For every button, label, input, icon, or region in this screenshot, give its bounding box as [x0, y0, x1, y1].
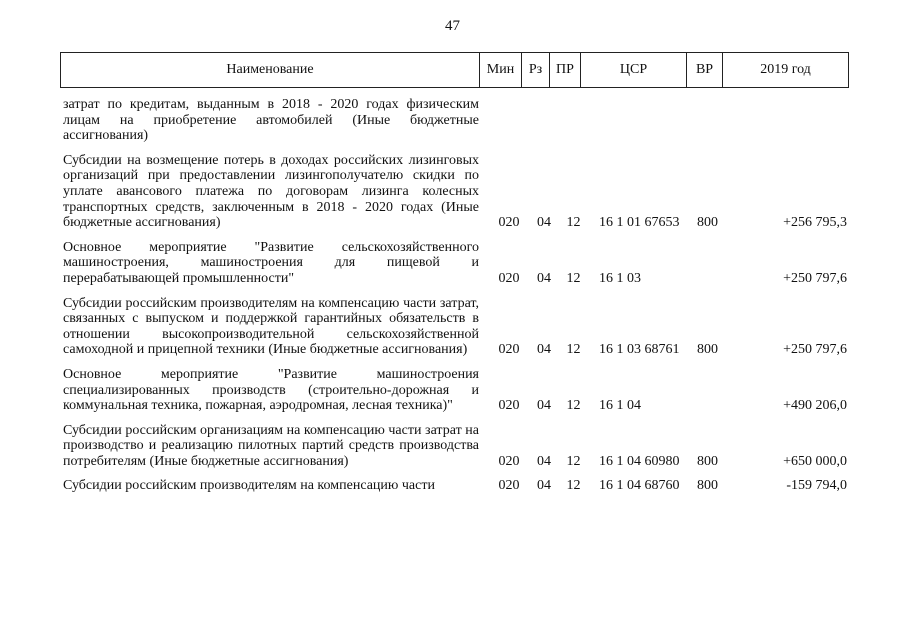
- header-name: Наименование: [61, 53, 480, 88]
- row-name: Субсидии российским производителям на компенсацию части затрат, связанных с выпуском и поддержкой гарантийных обязательств в отношении высокопроизводительной сельскохозяйственной самоходной и прицепной техники (Иные бюджетные ассигнования): [63, 295, 479, 358]
- row-min: 020: [498, 478, 520, 494]
- row-amount: +250 797,6: [783, 342, 847, 358]
- header-year: 2019 год: [723, 53, 849, 88]
- row-min: 020: [498, 398, 520, 414]
- row-amount: +256 795,3: [783, 215, 847, 231]
- table-row: [60, 478, 848, 494]
- row-csr: 16 1 04: [599, 398, 641, 414]
- row-pr: 12: [566, 478, 581, 494]
- table-row: [60, 423, 848, 470]
- row-rz: 04: [537, 453, 551, 469]
- row-amount: +650 000,0: [783, 453, 847, 469]
- row-csr: 16 1 04 60980: [599, 453, 680, 469]
- row-rz: 04: [537, 270, 551, 286]
- page-number: 47: [445, 18, 460, 34]
- table-row: [60, 153, 848, 231]
- row-min: 020: [498, 453, 520, 469]
- row-pr: 12: [566, 270, 581, 286]
- row-min: 020: [498, 270, 520, 286]
- row-amount: -159 794,0: [786, 478, 847, 494]
- row-name: Субсидии на возмещение потерь в доходах российских лизинговых организаций при предоставлении лизингополучателю скидки по уплате авансового платежа по договорам лизинга колесных транспортных средств, заключенным в 2018 - 2020 годах (Иные бюджетные ассигнования): [63, 152, 479, 231]
- table-row: [60, 296, 848, 358]
- table-row: [60, 240, 848, 287]
- row-name: Субсидии российским производителям на компенсацию части: [63, 478, 435, 494]
- row-name: Основное мероприятие "Развитие сельскохозяйственного машиностроения, машиностроения для пищевой и перерабатывающей промышленности": [63, 239, 479, 286]
- row-min: 020: [498, 342, 520, 358]
- row-rz: 04: [537, 342, 551, 358]
- row-csr: 16 1 03: [599, 270, 641, 286]
- row-pr: 12: [566, 342, 581, 358]
- row-pr: 12: [566, 398, 581, 414]
- row-rz: 04: [537, 215, 551, 231]
- row-vr: 800: [697, 342, 718, 358]
- row-vr: 800: [697, 453, 718, 469]
- row-vr: 800: [697, 215, 718, 231]
- row-rz: 04: [537, 398, 551, 414]
- row-pr: 12: [566, 453, 581, 469]
- row-name: Субсидии российским организациям на компенсацию части затрат на производство и реализацию пилотных партий средств производства потребителям (Иные бюджетные ассигнования): [63, 422, 479, 469]
- row-csr: 16 1 04 68760: [599, 478, 680, 494]
- header-vr: ВР: [687, 53, 723, 88]
- row-min: 020: [498, 215, 520, 231]
- row-csr: 16 1 01 67653: [599, 215, 680, 231]
- table-header: [60, 52, 849, 88]
- row-amount: +490 206,0: [783, 398, 847, 414]
- row-pr: 12: [566, 215, 581, 231]
- table-body: [60, 97, 848, 503]
- row-amount: +250 797,6: [783, 270, 847, 286]
- header-csr: ЦСР: [581, 53, 687, 88]
- row-vr: 800: [697, 478, 718, 494]
- header-pr: ПР: [550, 53, 581, 88]
- table-row: [60, 97, 848, 144]
- header-min: Мин: [480, 53, 522, 88]
- row-name: затрат по кредитам, выданным в 2018 - 2020 годах физическим лицам на приобретение автомобилей (Иные бюджетные ассигнования): [63, 97, 479, 144]
- table-row: [60, 367, 848, 414]
- header-rz: Рз: [522, 53, 550, 88]
- row-name: Основное мероприятие "Развитие машиностроения специализированных производств (строительно-дорожная и коммунальная техника, пожарная, аэродромная, лесная техника)": [63, 366, 479, 414]
- row-rz: 04: [537, 478, 551, 494]
- row-csr: 16 1 03 68761: [599, 342, 680, 358]
